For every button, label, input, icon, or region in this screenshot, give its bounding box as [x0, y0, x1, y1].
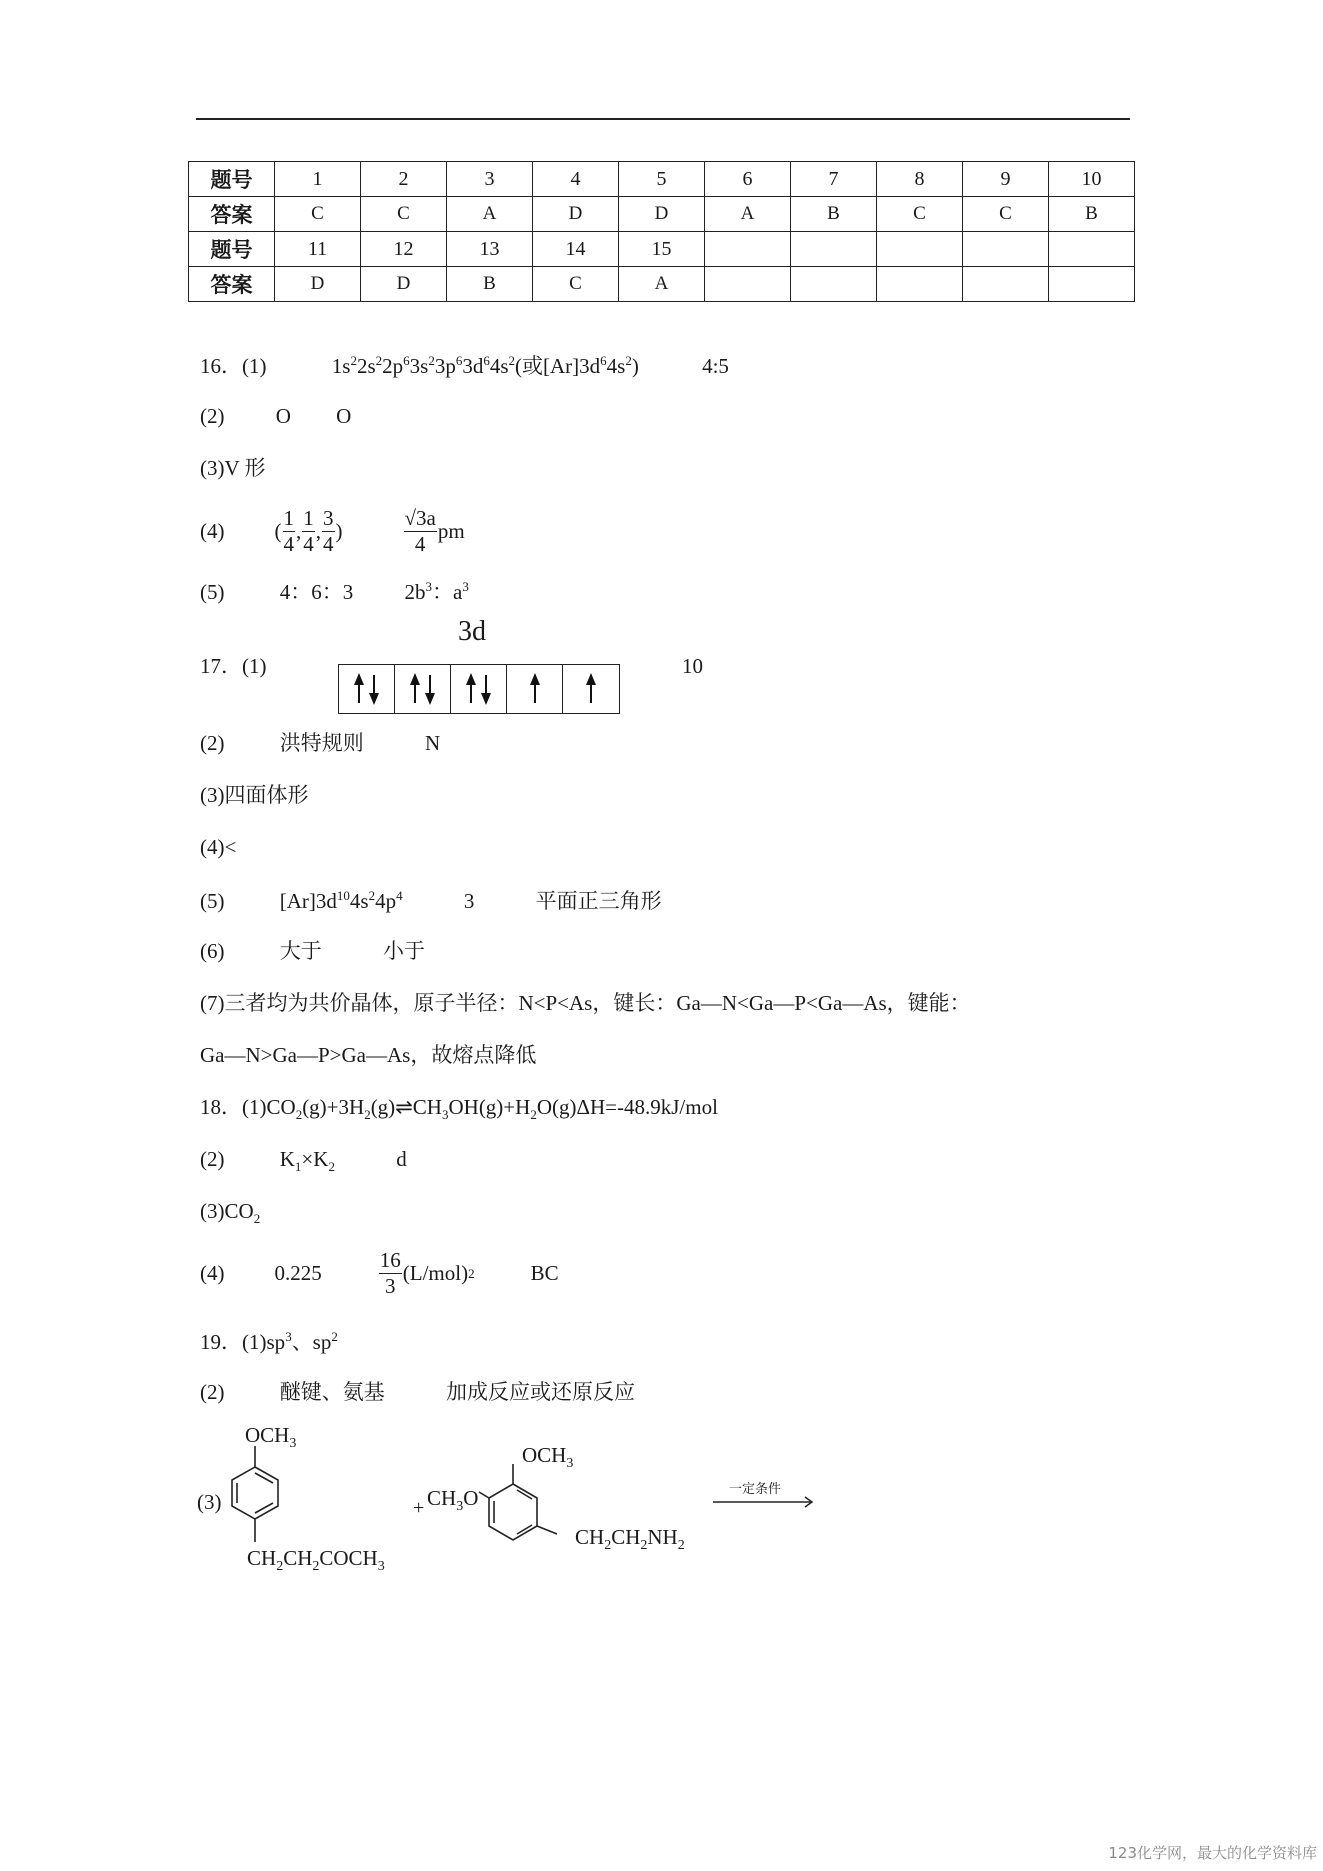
answer-table-cell: D [533, 197, 619, 232]
q18-part3 [200, 1201, 260, 1225]
plus-sign: + [413, 1497, 425, 1519]
answer-table-cell: 7 [791, 162, 877, 197]
q16-part3: (3)V 形 [200, 456, 266, 480]
q18-p2-a: $K_1\times K_2$ [279, 1147, 335, 1175]
spin-down-arrow [481, 675, 491, 705]
q19-p3-label: (3) [197, 1490, 222, 1514]
answer-table-cell [877, 232, 963, 267]
q18-p4-b: $\frac{16}{3}$ (L/mol) 2 [379, 1248, 475, 1298]
answer-table-cell: 11 [275, 232, 361, 267]
answer-table-row-header: 题号 [189, 162, 275, 197]
reactant-2-och3-top: $OCH_3$ [522, 1443, 574, 1471]
reaction-scheme [195, 1420, 835, 1590]
answer-table-cell [1049, 232, 1135, 267]
q17-part4: (4)< [200, 835, 237, 859]
answer-table-cell: C [361, 197, 447, 232]
answer-table-cell [963, 232, 1049, 267]
q19-p1-label: 19．(1) [200, 1330, 267, 1354]
q19-part1 [200, 1330, 338, 1353]
q17-p1-count: 10 [682, 654, 703, 678]
answer-table [188, 161, 1135, 302]
orbital-box [451, 665, 507, 713]
answer-table-cell: B [791, 197, 877, 232]
answer-table-row [189, 232, 1135, 267]
spin-up-arrow [354, 673, 364, 703]
answer-table-cell: A [447, 197, 533, 232]
q16-p2-a: O [275, 404, 291, 428]
q18-part4 [200, 1250, 559, 1297]
orbital-box [395, 665, 451, 713]
answer-table-cell: 12 [361, 232, 447, 267]
answer-table-cell: 15 [619, 232, 705, 267]
q18-p3-label: (3) [200, 1199, 225, 1223]
q16-p1-config: $1s^22s^22p^63s^23p^63d^64s^2$(或$[Ar]3d^64s^2$) [331, 353, 639, 378]
q18-p2-label: (2) [200, 1147, 225, 1171]
q19-p2-label: (2) [200, 1380, 225, 1404]
spin-up-arrow [410, 673, 420, 703]
answer-table-row-header: 答案 [189, 197, 275, 232]
answer-table-cell: A [619, 267, 705, 302]
q16-p2-label: (2) [200, 404, 225, 428]
q18-p4-a: 0.225 [274, 1261, 322, 1285]
q16-p4-label: (4) [200, 519, 225, 543]
q16-part5 [200, 580, 469, 603]
q19-p2-a: 醚键、氨基 [279, 1380, 385, 1404]
q18-p4-label: (4) [200, 1261, 225, 1285]
answer-table-cell: C [877, 197, 963, 232]
q18-p4-c: BC [530, 1261, 559, 1285]
q16-p4-distance: $\frac{√3a}{4}$ pm [404, 506, 465, 556]
q17-p5-config: $[Ar]3d^{10}4s^24p^4$ [279, 888, 403, 913]
q18-part2 [200, 1149, 407, 1173]
q18-p2-b: d [396, 1147, 407, 1171]
q18-part1 [200, 1097, 718, 1121]
orbital-label: 3d [458, 616, 486, 647]
answer-table-cell [791, 267, 877, 302]
spin-up-arrow [586, 673, 596, 703]
q18-p1-label: 18．(1) [200, 1095, 267, 1119]
q17-p1-label: 17．(1) [200, 654, 267, 678]
reactant-2-och3-left: $CH_3O$ [427, 1486, 479, 1514]
spin-down-arrow [369, 675, 379, 705]
q17-p6-b: 小于 [383, 939, 425, 963]
header-rule [196, 118, 1130, 120]
answer-table-cell: A [705, 197, 791, 232]
q16-p1-label: 16．(1) [200, 354, 267, 378]
answer-table-cell: 14 [533, 232, 619, 267]
q16-part4 [200, 508, 465, 555]
q18-p1-equation: $CO_2(g)+3H_2(g)\rightleftharpoons CH_3OH(g)+H_2O(g)$ [266, 1095, 577, 1123]
q17-p2-a: 洪特规则 [279, 731, 364, 755]
q17-p5-c: 平面正三角形 [535, 889, 662, 913]
answer-table-row-header: 答案 [189, 267, 275, 302]
answer-table-row [189, 267, 1135, 302]
answer-table-cell: B [1049, 197, 1135, 232]
answer-table-cell: 2 [361, 162, 447, 197]
q17-part7-line2: Ga—N>Ga—P>Ga—As，故熔点降低 [200, 1043, 537, 1067]
q19-p2-b: 加成反应或还原反应 [446, 1380, 635, 1404]
answer-table-cell: 4 [533, 162, 619, 197]
reaction-condition: 一定条件 [728, 1482, 782, 1497]
answer-table-cell [1049, 267, 1135, 302]
answer-table-row [189, 162, 1135, 197]
answer-table-cell [877, 267, 963, 302]
reactant-1-structure [232, 1446, 278, 1542]
spin-up-arrow [466, 673, 476, 703]
q16-part2 [200, 406, 351, 427]
answer-table-cell: 1 [275, 162, 361, 197]
q19-p1-value: $sp^3$、$sp^2$ [266, 1329, 338, 1354]
q19-part2 [200, 1382, 635, 1403]
q17-p5-b: 3 [463, 889, 475, 913]
q16-p4-coords: ( $\frac{1}{4}$ , $\frac{1}{4}$ , $\frac{3}{4}$ ) [274, 506, 343, 556]
reaction-arrow [713, 1497, 812, 1507]
reactant-2-side-chain: $CH_2CH_2NH_2$ [575, 1525, 685, 1553]
q17-part7-line1: (7)三者均为共价晶体，原子半径：N<P<As，键长：Ga—N<Ga—P<Ga—As，键能： [200, 991, 971, 1015]
answer-table-cell: D [361, 267, 447, 302]
q16-p1-ratio: 4:5 [702, 354, 729, 378]
orbital-diagram [338, 664, 620, 714]
answer-table-cell: 6 [705, 162, 791, 197]
answer-table-cell: B [447, 267, 533, 302]
spin-up-arrow [530, 673, 540, 703]
q17-p2-b: N [425, 731, 441, 755]
answer-table-cell [963, 267, 1049, 302]
q16-p2-b: O [336, 404, 352, 428]
watermark: 123化学网，最大的化学资料库 [1108, 1844, 1317, 1862]
answer-table-cell: 5 [619, 162, 705, 197]
q17-part5 [200, 889, 662, 912]
answer-table-cell: 13 [447, 232, 533, 267]
q16-p5-label: (5) [200, 580, 225, 604]
answer-table-row [189, 197, 1135, 232]
spin-down-arrow [425, 675, 435, 705]
answer-table-cell: C [963, 197, 1049, 232]
q16-p5-a: 4：6：3 [279, 580, 354, 604]
q17-part2 [200, 733, 440, 754]
answer-table-cell: 9 [963, 162, 1049, 197]
orbital-box [563, 665, 619, 713]
answer-table-cell: D [619, 197, 705, 232]
reactant-1-side-chain: $CH_2CH_2COCH_3$ [247, 1546, 385, 1574]
reactant-1-och3: $OCH_3$ [245, 1423, 297, 1451]
q17-part6 [200, 941, 425, 962]
q16-p5-b: $2b^3$：$a^3$ [404, 579, 469, 604]
q17-p6-a: 大于 [279, 939, 322, 963]
answer-table-cell: 3 [447, 162, 533, 197]
answer-table-cell: D [275, 267, 361, 302]
answer-table-cell: 8 [877, 162, 963, 197]
answer-table-row-header: 题号 [189, 232, 275, 267]
answer-table-cell: C [275, 197, 361, 232]
orbital-box [339, 665, 395, 713]
q17-p6-label: (6) [200, 939, 225, 963]
q17-p2-label: (2) [200, 731, 225, 755]
orbital-box [507, 665, 563, 713]
q16-part1 [200, 354, 729, 377]
answer-table-cell [705, 267, 791, 302]
answer-table-cell: C [533, 267, 619, 302]
q17-p5-label: (5) [200, 889, 225, 913]
answer-table-cell [791, 232, 877, 267]
q18-p3-value: $CO_2$ [224, 1199, 261, 1227]
q18-p1-dh: ΔH=-48.9kJ/mol [576, 1095, 718, 1119]
q17-part3: (3)四面体形 [200, 783, 309, 807]
answer-table-cell: 10 [1049, 162, 1135, 197]
reactant-2-structure [479, 1464, 557, 1540]
answer-table-cell [705, 232, 791, 267]
